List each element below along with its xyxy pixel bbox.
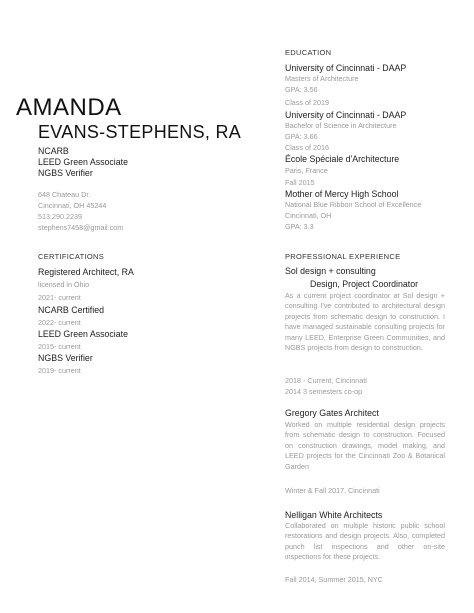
edu-degree: National Blue Ribbon School of Excellence: [285, 200, 422, 209]
cert-title: NGBS Verifier: [38, 353, 93, 363]
cert-title: NCARB Certified: [38, 305, 104, 315]
credential-ncarb: NCARB: [38, 146, 69, 156]
edu-location: Cincinnati, OH: [285, 211, 332, 220]
cert-date: 2019- current: [38, 366, 81, 375]
credential-leed: LEED Green Associate: [38, 157, 128, 167]
contact-city: Cincinnati, OH 45244: [38, 201, 107, 210]
job-dates: Fall 2014, Summer 2015, NYC: [285, 575, 383, 584]
cert-detail: licensed in Ohio: [38, 280, 90, 289]
job-company: Nelligan White Architects: [285, 510, 383, 520]
edu-location: Paris, France: [285, 166, 328, 175]
edu-year: Class of 2016: [285, 143, 329, 152]
edu-school: University of Cincinnati - DAAP: [285, 110, 407, 120]
contact-email[interactable]: stephens7458@gmail.com: [38, 223, 124, 232]
job-description: Worked on multiple residential design projects from schematic design to construction. Focused on construction drawings, model making, and LEED projects for the Cincinnati Zoo & Botanical Garden: [285, 420, 445, 471]
cert-date: 2015- current: [38, 342, 81, 351]
edu-gpa: GPA: 3.66: [285, 132, 318, 141]
job-description: Collaborated on multiple historic public school restorations and design projects. Also, completed punch list inspections and other on-site inspections for these projects.: [285, 521, 445, 562]
job-role: Design, Project Coordinator: [310, 279, 419, 289]
experience-heading: PROFESSIONAL EXPERIENCE: [285, 252, 401, 261]
cert-title: LEED Green Associate: [38, 329, 128, 339]
edu-school: University of Cincinnati - DAAP: [285, 63, 407, 73]
edu-year: Fall 2015: [285, 178, 315, 187]
job-dates: Winter & Fall 2017, Cincinnati: [285, 486, 380, 495]
education-heading: EDUCATION: [285, 48, 332, 57]
edu-school: Mother of Mercy High School: [285, 189, 399, 199]
certifications-heading: CERTIFICATIONS: [38, 252, 105, 261]
job-description: As a current project coordinator at Sol design + consulting I've contributed to architectural design projects from schematic design to construction. I have managed sustainable consulting projects for many LEED, Enterprise Green Communities, and NGBS projects from design to construction.: [285, 291, 445, 353]
edu-gpa: GPA: 3.56: [285, 85, 318, 94]
cert-date: 2022- current: [38, 318, 81, 327]
job-dates: 2018 - Current, Cincinnati: [285, 376, 367, 385]
credential-ngbs: NGBS Verifier: [38, 168, 93, 178]
job-company: Gregory Gates Architect: [285, 408, 379, 418]
job-company: Sol design + consulting: [285, 266, 376, 276]
edu-school: École Spéciale d'Architecture: [285, 154, 400, 164]
edu-degree: Bachelor of Science in Architecture: [285, 121, 397, 130]
edu-degree: Masters of Architecture: [285, 74, 359, 83]
job-note: 2014 3 semesters co-op: [285, 387, 363, 396]
edu-gpa: GPA: 3.3: [285, 222, 314, 231]
name-first: AMANDA: [16, 94, 122, 121]
name-last: EVANS-STEPHENS, RA: [38, 122, 242, 142]
edu-year: Class of 2019: [285, 98, 329, 107]
contact-phone: 513.290.2239: [38, 212, 82, 221]
contact-street: 648 Chateau Dr.: [38, 190, 91, 199]
cert-title: Registered Architect, RA: [38, 267, 134, 277]
cert-date: 2021- current: [38, 293, 81, 302]
